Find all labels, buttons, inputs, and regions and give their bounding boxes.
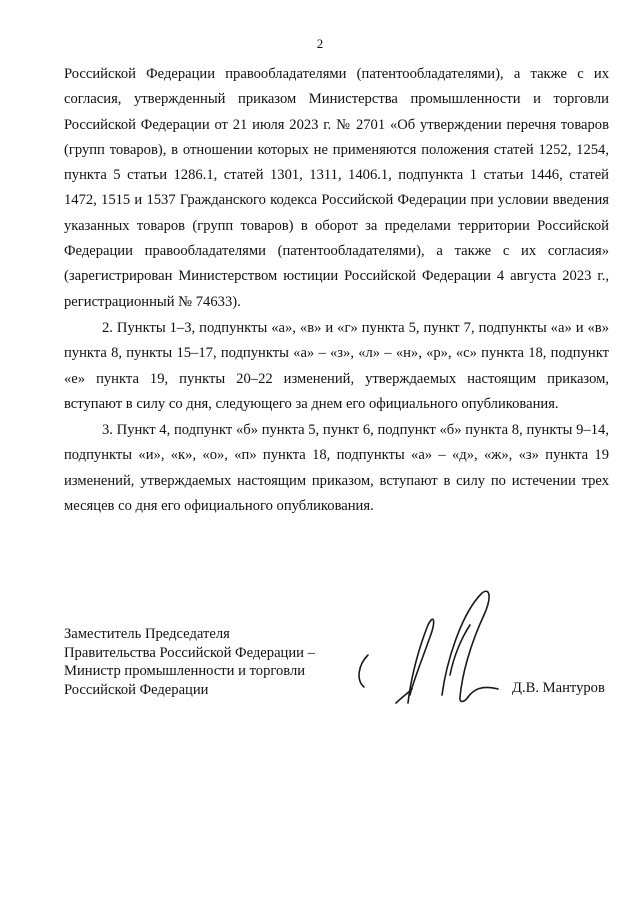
page-number: 2 — [316, 36, 324, 51]
position-line: Министр промышленности и торговли — [64, 663, 306, 679]
signer-name: Д.В. Мантуров — [512, 680, 605, 696]
document-body — [64, 62, 609, 519]
position-line: Российской Федерации — [64, 681, 209, 698]
position-line: Заместитель Председателя — [64, 626, 230, 642]
paragraph-continuation: Российской Федерации правообладателями (патентообладателями), а также с их согласия, утвержденный приказом Министерства промышленности и торговли Российской Федерации от 21 июля 2023 г. № 2701 «Об утверждении перечня товаров (групп товаров), в отношении которых не применяются положения статей 1252, 1254, пункта 5 статьи 1286.1, статей 1301, 1311, 1406.1, подпункта 1 статьи 1446, статей 1472, 1515 и 1537 Гражданского кодекса Российской Федерации при условии введения указанных товаров (групп товаров) в оборот за пределами территории Российской Федерации правообладателями (патентообладателями), а также с их согласия» (зарегистрирован Министерством юстиции Российской Федерации 4 августа 2023 г., регистрационный № 74633). — [64, 66, 609, 310]
paragraph-3: 3. Пункт 4, подпункт «б» пункта 5, пункт 6, подпункт «б» пункта 8, пункты 9–14, подпункты «и», «к», «о», «п» пункта 18, подпункты «а» – «д», «ж», «з» пункта 19 изменений, утверждаемых настоящим приказом, вступают в силу по истечении трех месяцев со дня его официального опубликования. — [64, 422, 609, 515]
handwritten-signature — [350, 585, 510, 715]
signatory-position — [64, 625, 315, 699]
position-line: Правительства Российской Федерации – — [64, 644, 315, 661]
paragraph-2: 2. Пункты 1–3, подпункты «а», «в» и «г» пункта 5, пункт 7, подпункты «а» и «в» пункта 8, пункты 15–17, подпункты «а» – «з», «л» – «н», «р», «с» пункта 18, подпункт «е» пункта 19, пункты 20–22 изменений, утверждаемых настоящим приказом, вступают в силу со дня, следующего за днем его официального опубликования. — [64, 319, 609, 412]
